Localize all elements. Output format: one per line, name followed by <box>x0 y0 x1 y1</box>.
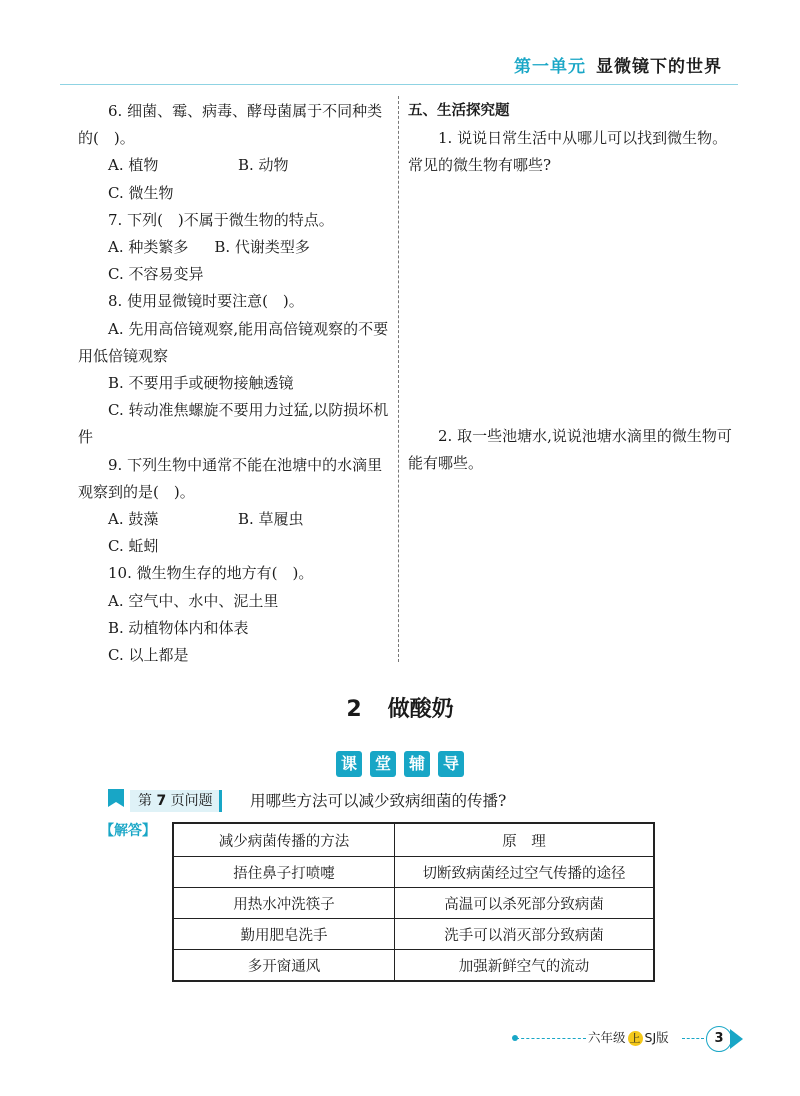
problem-prefix: 第 <box>138 793 152 809</box>
option-b: B. 动植物体内和体表 <box>108 618 249 637</box>
footer-rule <box>682 1038 704 1039</box>
option-c: C. 蚯蚓 <box>108 537 159 556</box>
column-header-principle: 原 理 <box>395 823 655 857</box>
option-a: A. 先用高倍镜观察,能用高倍镜观察的不要用低倍镜观察 <box>78 319 389 365</box>
table-row <box>173 857 654 888</box>
option-a: A. 种类繁多 <box>108 238 189 257</box>
option-a: A. 植物 <box>108 156 159 175</box>
lesson-name: 做酸奶 <box>387 697 454 722</box>
option-b: B. 代谢类型多 <box>214 238 310 257</box>
inquiry-question-1: 1. 说说日常生活中从哪儿可以找到微生物。常见的微生物有哪些? <box>408 129 728 175</box>
lesson-title <box>0 692 800 723</box>
question-9: 9. 下列生物中通常不能在池塘中的水滴里观察到的是( )。 <box>78 455 383 501</box>
column-divider <box>398 96 399 662</box>
question-6: 6. 细菌、霉、病毒、酵母菌属于不同种类的( )。 <box>78 102 383 148</box>
banner-char: 辅 <box>404 751 430 777</box>
option-c: C. 不容易变异 <box>108 265 204 284</box>
principle-cell: 加强新鲜空气的流动 <box>395 950 655 982</box>
arrow-right-icon <box>730 1029 743 1049</box>
method-cell: 多开窗通风 <box>173 950 395 982</box>
grade: 六年级 <box>588 1030 626 1045</box>
question-6-options <box>78 152 394 179</box>
method-cell: 勤用肥皂洗手 <box>173 919 395 950</box>
section-banner <box>0 751 800 777</box>
question-10: 10. 微生物生存的地方有( )。 <box>108 564 314 583</box>
option-b: B. 动物 <box>238 156 289 175</box>
method-cell: 捂住鼻子打喷嚏 <box>173 857 395 888</box>
footer-rule <box>516 1038 586 1039</box>
principle-cell: 切断致病菌经过空气传播的途径 <box>395 857 655 888</box>
table-header-row <box>173 823 654 857</box>
principle-cell: 洗手可以消灭部分致病菌 <box>395 919 655 950</box>
right-column <box>408 98 733 477</box>
banner-char: 导 <box>438 751 464 777</box>
option-a: A. 空气中、水中、泥土里 <box>108 591 279 610</box>
lesson-number: 2 <box>346 697 362 722</box>
option-b: B. 不要用手或硬物接触透镜 <box>108 374 294 393</box>
option-c: C. 转动准焦螺旋不要用力过猛,以防损坏机件 <box>78 401 389 447</box>
question-9-options <box>78 506 394 533</box>
table-row <box>173 888 654 919</box>
answer-label: 【解答】 <box>100 823 156 839</box>
option-c: C. 以上都是 <box>108 646 189 665</box>
banner-char: 课 <box>336 751 362 777</box>
problem-tag <box>130 790 222 812</box>
left-column <box>78 98 394 669</box>
principle-cell: 高温可以杀死部分致病菌 <box>395 888 655 919</box>
table-row <box>173 950 654 982</box>
question-8: 8. 使用显微镜时要注意( )。 <box>108 292 304 311</box>
edition: SJ版 <box>644 1030 669 1045</box>
option-a: A. 鼓藻 <box>108 510 159 529</box>
footer-grade <box>588 1029 669 1047</box>
option-c: C. 微生物 <box>108 183 174 202</box>
unit-number: 第一单元 <box>514 57 586 77</box>
table-row <box>173 919 654 950</box>
unit-header <box>514 52 722 77</box>
bookmark-icon <box>108 789 124 807</box>
problem-page: 7 <box>156 793 167 809</box>
semester-badge: 上 <box>629 1032 641 1045</box>
question-7-options <box>78 234 394 261</box>
page-number: 3 <box>706 1026 732 1052</box>
option-b: B. 草履虫 <box>238 510 304 529</box>
inquiry-question-2: 2. 取一些池塘水,说说池塘水滴里的微生物可能有哪些。 <box>408 426 732 472</box>
problem-question: 用哪些方法可以减少致病细菌的传播? <box>250 792 507 810</box>
header-rule <box>60 84 738 85</box>
column-header-method: 减少病菌传播的方法 <box>173 823 395 857</box>
section-title: 五、生活探究题 <box>408 103 510 119</box>
banner-char: 堂 <box>370 751 396 777</box>
problem-suffix: 页问题 <box>170 793 213 809</box>
question-7: 7. 下列( )不属于微生物的特点。 <box>108 210 334 229</box>
unit-title: 显微镜下的世界 <box>596 57 722 77</box>
methods-table <box>172 822 655 982</box>
method-cell: 用热水冲洗筷子 <box>173 888 395 919</box>
